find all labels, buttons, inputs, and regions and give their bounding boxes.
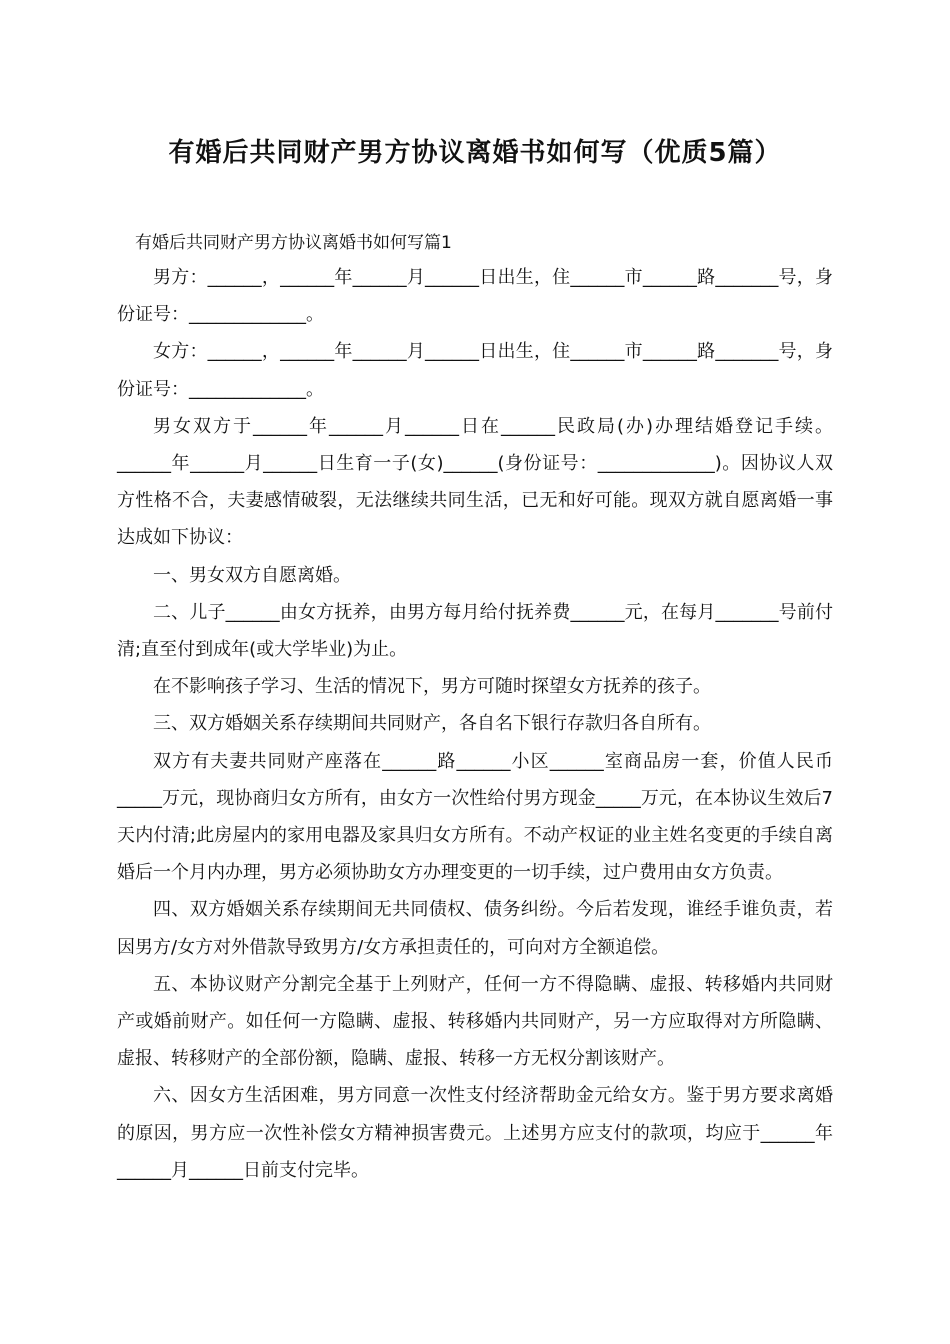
paragraph-clause-3: 三、双方婚姻关系存续期间共同财产，各自名下银行存款归各自所有。: [153, 713, 711, 735]
paragraph-clause-6: 六、因女方生活困难，男方同意一次性支付经济帮助金元给女方。鉴于男方要求离婚的原因，男方应一次性补偿女方精神损害费元。上述男方应支付的款项，均应于______年______月______日前支付完毕。: [117, 1085, 833, 1181]
document-body: [117, 259, 833, 1189]
section-heading: 有婚后共同财产男方协议离婚书如何写篇1: [135, 233, 452, 253]
paragraph-marriage-background: 男女双方于______年______月______日在______民政局(办)办理结婚登记手续。______年______月______日生育一子(女)______(身份证号：_____________)。因协议人双方性格不合，夫妻感情破裂，无法继续共同生活，已无和好可能。现双方就自愿离婚一事达成如下协议：: [117, 415, 833, 549]
document-title: 有婚后共同财产男方协议离婚书如何写（优质5篇）: [168, 138, 782, 168]
paragraph-visitation: 在不影响孩子学习、生活的情况下，男方可随时探望女方抚养的孩子。: [153, 676, 711, 698]
paragraph-husband-info: 男方：______，______年______月______日出生，住______市______路_______号，身份证号：_____________。: [117, 267, 833, 326]
paragraph-clause-2: 二、儿子______由女方抚养，由男方每月给付抚养费______元，在每月_______号前付清;直至付到成年(或大学毕业)为止。: [117, 601, 833, 661]
paragraph-wife-info: 女方：______，______年______月______日出生，住______市______路_______号，身份证号：_____________。: [117, 341, 833, 400]
paragraph-clause-5: 五、本协议财产分割完全基于上列财产，任何一方不得隐瞒、虚报、转移婚内共同财产或婚前财产。如任何一方隐瞒、虚报、转移婚内共同财产，另一方应取得对方所隐瞒、虚报、转移财产的全部份额，隐瞒、虚报、转移一方无权分割该财产。: [117, 973, 833, 1070]
paragraph-property: 双方有夫妻共同财产座落在______路______小区______室商品房一套，价值人民币_____万元，现协商归女方所有，由女方一次性给付男方现金_____万元，在本协议生效后7天内付清;此房屋内的家用电器及家具归女方所有。不动产权证的业主姓名变更的手续自离婚后一个月内办理，男方必须协助女方办理变更的一切手续，过户费用由女方负责。: [117, 750, 833, 884]
paragraph-clause-4: 四、双方婚姻关系存续期间无共同债权、债务纠纷。今后若发现，谁经手谁负责，若因男方/女方对外借款导致男方/女方承担责任的，可向对方全额追偿。: [117, 899, 833, 958]
paragraph-clause-1: 一、男女双方自愿离婚。: [153, 564, 351, 586]
